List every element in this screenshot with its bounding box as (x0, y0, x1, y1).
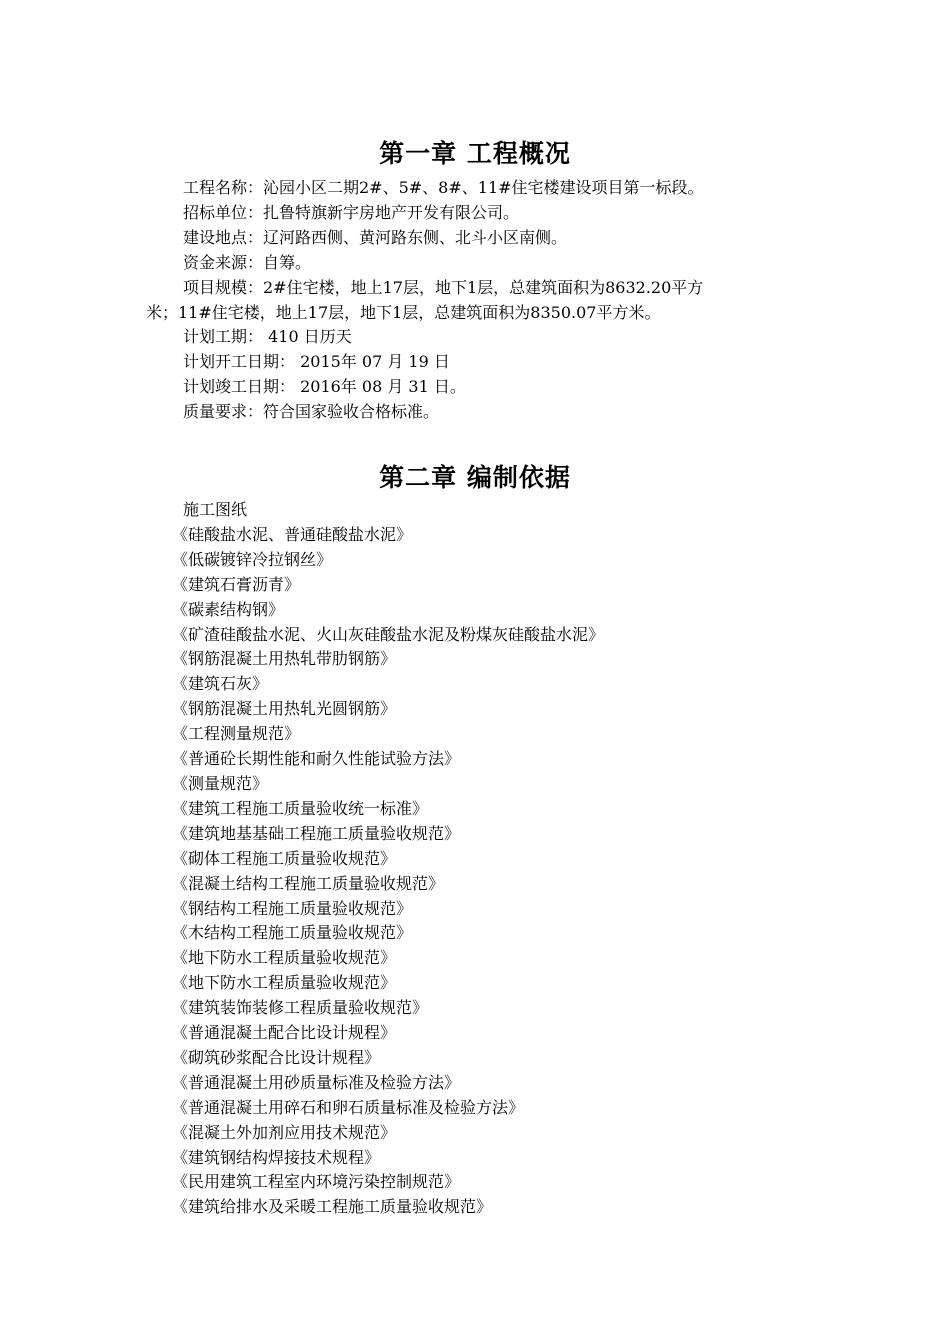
chapter-2-title: 第二章 编制依据 (379, 463, 571, 492)
list-item: 《木结构工程施工质量验收规范》 (172, 923, 413, 943)
list-item: 《工程测量规范》 (172, 724, 301, 744)
list-item: 《混凝土结构工程施工质量验收规范》 (172, 873, 445, 893)
list-item: 《建筑石膏沥青》 (172, 574, 301, 594)
list-item: 《钢筋混凝土用热轧光圆钢筋》 (172, 699, 397, 719)
chapter-1-title: 第一章 工程概况 (379, 139, 571, 168)
scale-line-continued: 米；11#住宅楼，地上17层，地下1层，总建筑面积为8350.07平方米。 (146, 302, 661, 322)
list-item: 《硅酸盐水泥、普通硅酸盐水泥》 (172, 524, 413, 544)
list-item: 《地下防水工程质量验收规范》 (172, 948, 397, 968)
funding-line: 资金来源：自筹。 (183, 252, 312, 272)
list-item: 《混凝土外加剂应用技术规范》 (172, 1122, 397, 1142)
quality-line: 质量要求：符合国家验收合格标准。 (183, 402, 440, 422)
list-item: 《碳素结构钢》 (172, 599, 285, 619)
list-item: 《建筑装饰装修工程质量验收规范》 (172, 998, 429, 1018)
list-item: 《地下防水工程质量验收规范》 (172, 973, 397, 993)
list-item: 《钢筋混凝土用热轧带肋钢筋》 (172, 649, 397, 669)
list-item: 《民用建筑工程室内环境污染控制规范》 (172, 1172, 461, 1192)
list-item: 《普通混凝土用碎石和卵石质量标准及检验方法》 (172, 1097, 525, 1117)
location-line: 建设地点：辽河路西侧、黄河路东侧、北斗小区南侧。 (183, 227, 568, 247)
completion-date-line: 计划竣工日期： 2016年 08 月 31 日。 (183, 377, 466, 397)
list-item: 《普通混凝土配合比设计规程》 (172, 1023, 397, 1043)
list-item: 《建筑石灰》 (172, 674, 269, 694)
project-overview (146, 176, 806, 425)
list-item: 施工图纸 (183, 500, 248, 519)
tenderer-line: 招标单位：扎鲁特旗新宇房地产开发有限公司。 (183, 202, 520, 222)
basis-list (146, 498, 806, 1220)
list-item: 《测量规范》 (172, 773, 269, 793)
list-item: 《建筑地基基础工程施工质量验收规范》 (172, 823, 461, 843)
project-name-line: 工程名称：沁园小区二期2#、5#、8#、11#住宅楼建设项目第一标段。 (183, 178, 704, 197)
list-item: 《低碳镀锌冷拉钢丝》 (172, 549, 333, 569)
list-item: 《钢结构工程施工质量验收规范》 (172, 898, 413, 918)
list-item: 《砌筑砂浆配合比设计规程》 (172, 1047, 381, 1067)
start-date-line: 计划开工日期： 2015年 07 月 19 日 (183, 352, 450, 372)
scale-line: 项目规模：2#住宅楼，地上17层，地下1层，总建筑面积为8632.20平方 (183, 277, 704, 297)
list-item: 《砌体工程施工质量验收规范》 (172, 848, 397, 868)
list-item: 《矿渣硅酸盐水泥、火山灰硅酸盐水泥及粉煤灰硅酸盐水泥》 (172, 624, 605, 644)
list-item: 《普通混凝土用砂质量标准及检验方法》 (172, 1072, 461, 1092)
list-item: 《普通砼长期性能和耐久性能试验方法》 (172, 749, 461, 769)
list-item: 《建筑工程施工质量验收统一标准》 (172, 798, 429, 818)
list-item: 《建筑给排水及采暖工程施工质量验收规范》 (172, 1197, 493, 1217)
duration-line: 计划工期： 410 日历天 (183, 327, 352, 347)
list-item: 《建筑钢结构焊接技术规程》 (172, 1147, 381, 1167)
